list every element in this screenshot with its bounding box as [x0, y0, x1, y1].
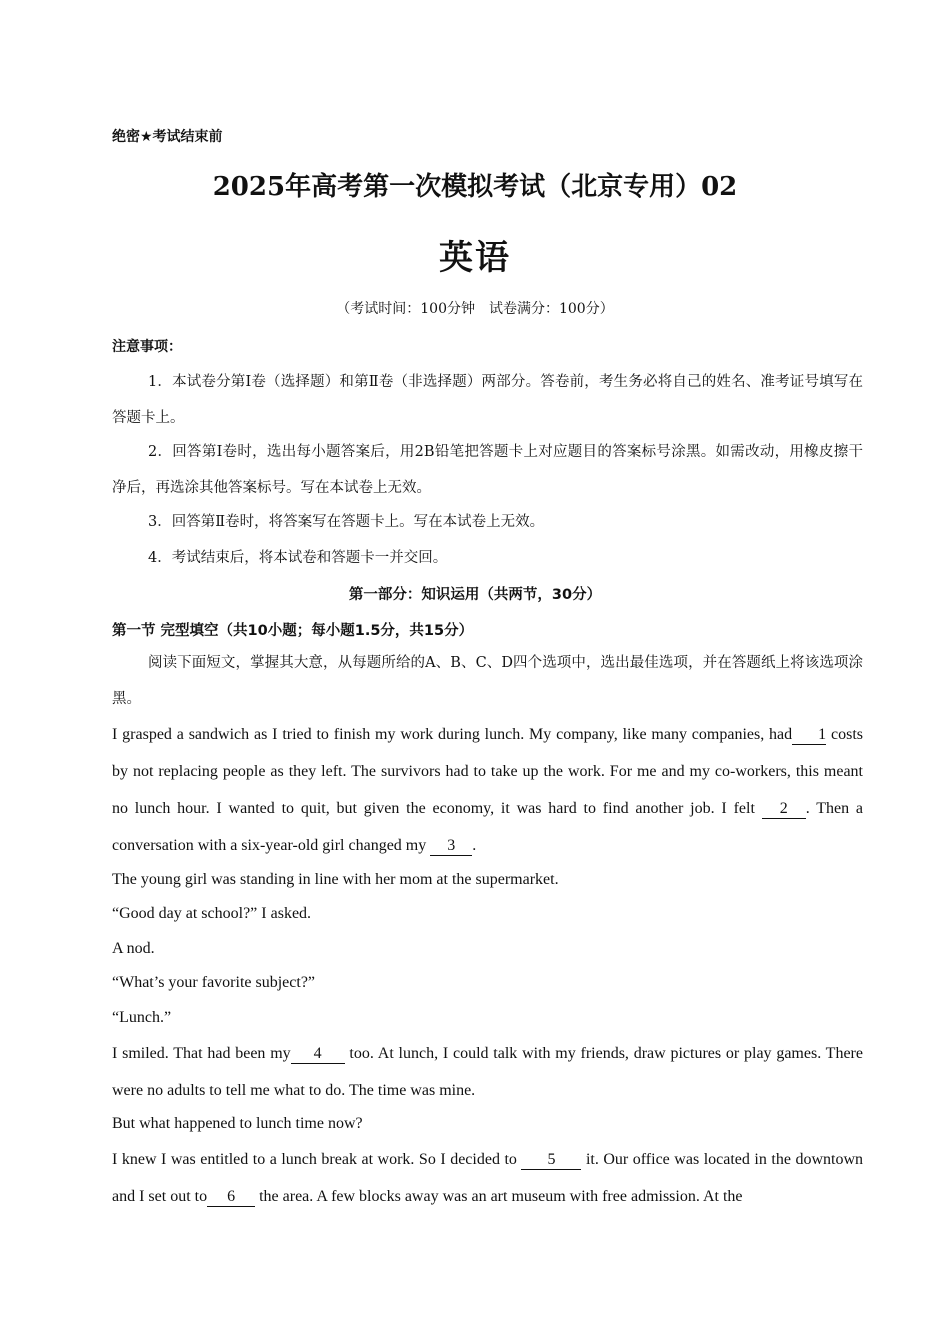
note-item: 2．回答第Ⅰ卷时，选出每小题答案后，用2B铅笔把答题卡上对应题目的答案标号涂黑。如需改动，用橡皮擦干净后，再选涂其他答案标号。写在本试卷上无效。 [112, 444, 863, 496]
instructions: 阅读下面短文，掌握其大意，从每题所给的A、B、C、D四个选项中，选出最佳选项，并在答题纸上将该选项涂黑。 [112, 655, 863, 707]
subject-title: 英语 [439, 238, 511, 278]
note-item: 1．本试卷分第Ⅰ卷（选择题）和第Ⅱ卷（非选择题）两部分。答卷前，考生务必将自己的姓名、准考证号填写在答题卡上。 [112, 374, 863, 426]
passage-line: “Lunch.” [112, 1009, 172, 1026]
blank-5: 5 [521, 1151, 581, 1170]
blank-6: 6 [207, 1188, 255, 1207]
notes-heading: 注意事项： [112, 339, 182, 355]
passage-line: The young girl was standing in line with her mom at the supermarket. [112, 871, 559, 888]
blank-4: 4 [291, 1045, 345, 1064]
exam-time-info: （考试时间：100分钟 试卷满分：100分） [336, 301, 614, 317]
passage-line: But what happened to lunch time now? [112, 1115, 363, 1132]
passage-paragraph: I knew I was entitled to a lunch break at work. So I decided to 5 it. Our office was located in the downtown and I set out to 6 the area. A few blocks away was an art museum with free admission. At the [112, 1151, 863, 1205]
note-item: 4．考试结束后，将本试卷和答题卡一并交回。 [148, 550, 448, 566]
blank-3: 3 [430, 837, 472, 856]
note-item: 3．回答第Ⅱ卷时，将答案写在答题卡上。写在本试卷上无效。 [148, 514, 545, 530]
passage-line: A nod. [112, 940, 155, 957]
passage-line: “What’s your favorite subject?” [112, 974, 316, 991]
passage-paragraph: I smiled. That had been my 4 too. At lunch, I could talk with my friends, draw pictures or play games. There were no adults to tell me what to do. The time was mine. [112, 1045, 863, 1099]
exam-title: 2025年高考第一次模拟考试（北京专用）02 [212, 172, 738, 202]
blank-1: 1 [792, 726, 826, 745]
section-heading: 第一节 完型填空（共10小题；每小题1.5分，共15分） [112, 623, 474, 639]
passage-line: “Good day at school?” I asked. [112, 905, 312, 922]
confidential-label: 绝密★考试结束前 [112, 129, 223, 145]
blank-2: 2 [762, 800, 806, 819]
passage-paragraph: I grasped a sandwich as I tried to finish my work during lunch. My company, like many companies, had 1 costs by not replacing people as they left. The survivors had to take up the work. For me and my co-workers, this meant no lunch hour. I wanted to quit, but given the economy, it was hard to find another job. I felt 2 . Then a conversation with a six-year-old girl changed my 3 . [112, 726, 864, 854]
part-heading: 第一部分：知识运用（共两节，30分） [348, 587, 602, 603]
